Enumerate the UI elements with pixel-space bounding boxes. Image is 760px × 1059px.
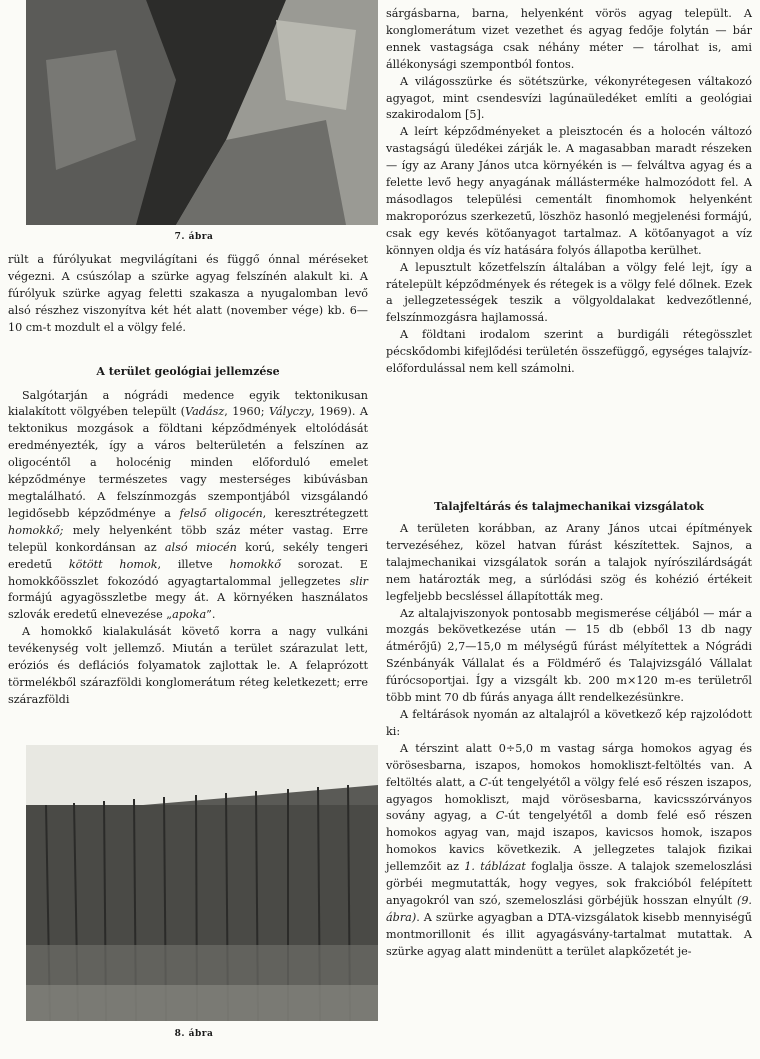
trench-photo bbox=[26, 0, 378, 225]
slope-wall-photo bbox=[26, 745, 378, 1021]
paragraph-continued: rült a fúrólyukat megvilágítani és függő ónnal méréseket végezni. A csúszólap a szürke agyag felszínén alakult ki. A fúrólyuk szürke agyag feletti szakasza a nyugalomban levő alsó részhez viszonyítva két hét alatt (november vége) kb. 6—10 cm-t mozdult el a völgy felé. bbox=[8, 253, 368, 334]
paragraph-geology-2: A homokkő kialakulását követő korra a nagy vulkáni tevékenység volt jellemző. Miután a terület szárazulat lett, eróziós és deflációs folyamatok zajlottak le. A felaprózott törmelékből szárazföldi konglomerátum réteg keletkezett; erre szárazföldi bbox=[8, 625, 368, 706]
figure-7-photo bbox=[26, 0, 378, 225]
paragraph-right-e: A területen korábban, az Arany János utcai építmények tervezéséhez, közel hatvan fúrást készítettek. Sajnos, a talajmechanikai vizsgálatok során a talajok nyírószilárdságát nem határozták meg, a súrlódási szög és kohézió értékeit legfeljebb becsléssel állapították meg. bbox=[386, 522, 752, 603]
paragraph-right-a: A világosszürke és sötétszürke, vékonyrétegesen váltakozó agyagot, mint csendesvízi lagúnaüledéket említi a geológiai szakirodalom [5]. bbox=[386, 74, 752, 122]
figure-8-caption: 8. ábra bbox=[174, 1029, 214, 1039]
section-heading-geology: A terület geológiai jellemzése bbox=[96, 364, 280, 378]
paragraph-right-h: A térszint alatt 0÷5,0 m vastag sárga homokos agyag és vörösesbarna, iszapos, homokos homokliszt-feltöltés van. A feltöltés alatt, a C-út tengelyétől a völgy felé eső részen iszapos, agyagos homokliszt, majd vörösesbarna, kavicsszórványos sovány agyag, a C-út tengelyétől a domb felé eső részen homokos agyag van, majd iszapos, kavicsos homok, iszapos homokos kavics következik. A jellegzetes talajok fizikai jellemzőit az 1. táblázat foglalja össze. A talajok szemeloszlási görbéi megmutatták, hogy vegyes, sok frakcióból felépített anyagokról van szó, szemeloszlási görbéjük hosszan elnyúlt (9. ábra). A szürke agyagban a DTA-vizsgálatok kisebb mennyiségű montmorillonit és illit agyagásvány-tartalmat mutattak. A szürke agyag alatt mindenütt a terület alapkőzetét je- bbox=[386, 741, 752, 958]
section-heading-soil: Talajfeltárás és talajmechanikai vizsgálatok bbox=[434, 500, 704, 513]
paragraph-right-g: A feltárások nyomán az altalajról a következő kép rajzolódott ki: bbox=[386, 707, 752, 738]
paragraph-right-c: A lepusztult kőzetfelszín általában a völgy felé lejt, így a rátelepült képződmények és rétegek is a völgy felé dőlnek. Ezek a jellegzetességek teszik a völgyoldalakat kedvezőtlenné, felszínmozgásra hajlamossá. bbox=[386, 260, 752, 325]
paragraph-right-d: A földtani irodalom szerint a burdigáli rétegösszlet pécskődombi kifejlődési területén összefüggő, egységes talajvíz-előfordulással nem kell számolni. bbox=[386, 328, 752, 376]
figure-8-photo bbox=[26, 745, 378, 1021]
paragraph-geology-1: Salgótarján a nógrádi medence egyik tektonikusan kialakított völgyében települt (Vadász, 1960; Vályczy, 1969). A tektonikus mozgások a földtani képződmények eltolódását eredményezték, így a város belterületén a felszínen az oligocéntől a holocénig minden előforduló emelet képződménye természetes vagy mesterséges kibúvásban megtalálható. A felszínmozgás szempontjából vizsgálandó legidősebb képződménye a felső oligocén, keresztrétegzett homokkő; mely helyenként több száz méter vastag. Erre települ konkordánsan az alsó miocén korú, sekély tengeri eredetű kötött homok, illetve homokkő sorozat. E homokkőösszlet fokozódó agyagtartalommal jellegzetes slir formájú agyagösszletbe megy át. A környéken használatos szlovák eredetű elnevezése „apoka”. bbox=[8, 388, 369, 622]
figure-7-caption: 7. ábra bbox=[174, 232, 214, 242]
paragraph-right-continued: sárgásbarna, barna, helyenként vörös agyag települt. A konglomerátum vizet vezethet és agyag fedője folytán — bár ennek vastagsága csak néhány méter — tárolhat is, ami állékonysági szempontból fontos. bbox=[386, 7, 752, 71]
paragraph-right-b: A leírt képződményeket a pleisztocén és a holocén változó vastagságú üledékei zárják le. A magasabban maradt részeken — így az Arany János utca környékén is — felváltva agyag és a felette levő hegy anyagának mállásterméke halmozódott fel. A másodlagos települési cementált finomhomok helyenként makroporózus szerkezetű, löszhöz hasonló megjelenési formájú, csak egy kevés kötőanyagot tartalmaz. A kötőanyagot a víz könnyen oldja és víz hatására folyós állapotba kerülhet. bbox=[386, 125, 752, 257]
left-text-top bbox=[8, 252, 368, 709]
right-text-top bbox=[386, 6, 752, 378]
paragraph-right-f: Az altalajviszonyok pontosabb megismerése céljából — már a mozgás bekövetkezése után — 15 db (ebből 13 db nagy átmérőjű) 2,7—15,0 m mélységű fúrást mélyítettek a Nógrádi Szénbányák Vállalat és a Földmérő és Talajvizsgáló Vállalat fúrócsoportjai. Így a vizsgált kb. 200 m×120 m-es területről több mint 70 db fúrás anyaga állt rendelkezésünkre. bbox=[386, 606, 752, 705]
right-text-bottom bbox=[386, 500, 752, 961]
